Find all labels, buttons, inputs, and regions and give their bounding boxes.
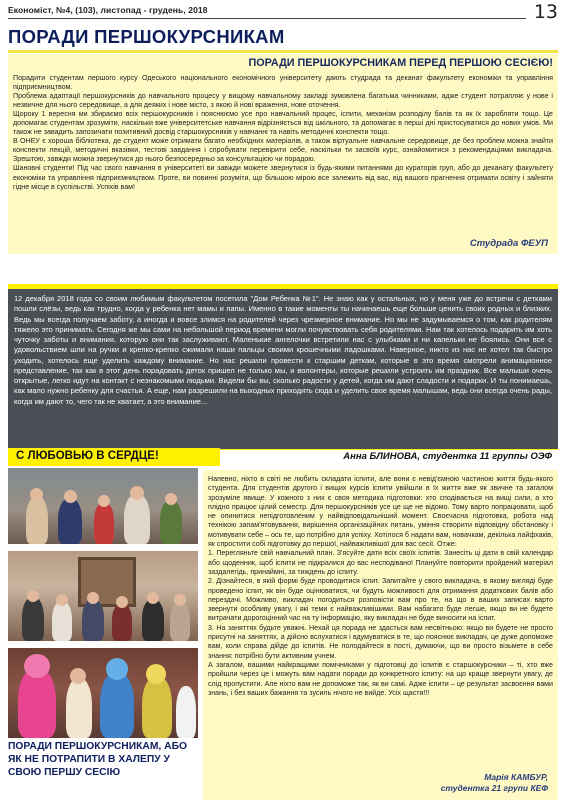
page-header (0, 0, 566, 22)
article-paragraph: Порадити студентам першого курсу Одеського національного економічного університету дають студрада та деканат факультету економіки та управління підприємництвом. (13, 74, 553, 92)
header-rule (8, 18, 526, 19)
article-paragraph: Шановні студенти! Під час свого навчання в університеті ви завжди можете звернутися із будь-якими питаннями до кураторів груп, або до деканату факультету економіки та управління підприємництвом. Проте, ви повинні розуміти, що більшою мірою все залежить від вас, від вашого прагнення отримати освіту і зайняти гідне місце в суспільстві. Успіхів вам! (13, 164, 553, 191)
article-paragraph: 2. Дізнайтеся, в якій формі буде проводитися іспит. Запитайте у свого викладача, в якому вигляді буде проведено іспит, як він буде оцінюватися, чи будуть можливості для отримання додаткових балів або перездачі. Можливо, викладач погодиться розповісти вам про те, на що в ваших записах варто звернути особливу увагу, і які теми є найважливішими. Вам набагато буде легше, якщо ви не будете витрачати дорогоцінний час на ту інформацію, яку викладач не буде виносити на іспит. (208, 577, 553, 623)
signature-name: Марія КАМБУР, (484, 772, 548, 782)
page-number: 13 (533, 1, 558, 23)
article-subtitle: ПОРАДИ ПЕРШОКУРСНИКАМ ПЕРЕД ПЕРШОЮ СЕСІЄЮ! (248, 57, 553, 69)
love-title: С ЛЮБОВЬЮ В СЕРДЦЕ! (16, 450, 159, 462)
title-underline (8, 50, 558, 53)
love-banner (8, 448, 558, 466)
first-session-title: ПОРАДИ ПЕРШОКУРСНИКАМ, АБО ЯК НЕ ПОТРАПИТИ В ХАЛЕПУ У СВОЮ ПЕРШУ СЕСІЮ (8, 741, 187, 778)
signature-group: студентка 21 групи КЕФ (440, 783, 548, 793)
article-exam-tips (8, 54, 558, 254)
photo-children-home (8, 468, 198, 544)
article-paragraph: 3. На заняттях будьте уважні. Нехай ця порада не здасться вам несвітньою: якщо ви будете не просто присутні на заняттях, а дійсно вслухатися і вдумуватися в те, що пояснює викладач, це дуже допоможе вам, коли справа дійде до іспитів. Не полодайтеся в пості, думаючи, що ви просто візьмете в себе знання: потрібно бути активним учнем. (208, 623, 553, 660)
article-orphanage-visit (8, 284, 558, 450)
article-paragraph: А загалом, вашими найкращими помічниками у підготовці до іспитів є старшокурсники – ті, хто вже пройшли через це і можуть вам надати поради до конкретного іспиту: на що краще звернути увагу, де слід пропустити. Але ніхто вам не допоможе так, як ви самі. Адже іспити – це результат засвоєння вами знань, і без ваших бажання та зусиль нічого не вийде. Усіх щастя!!! (208, 660, 553, 697)
publication-info: Економіст, №4, (103), листопад - грудень, 2018 (8, 5, 208, 15)
article-paragraph: В ОНЕУ є хороша бібліотека, де студент може отримати багато необхідних матеріалів, а також віртуальне навчальне середовище, де без проблем можна знайти конспекти лекцій, методичні вказівки, тестові завдання і спробувати перевірити себе, наскільки ти засвоїв курс, ознайомитися з рекомендаціями викладача. Зрештою, завжди можна звернутися до нього безпосередньо за консультацією чи порадою. (13, 137, 553, 164)
article-body (208, 475, 553, 698)
article-signature (441, 772, 548, 794)
article-paragraph: 1. Перегляньте свій навчальний план. З'ясуйте дати всіх своїх іспитів. Занесіть ці дати в свій календар або щоденник, щоб іспити не підкралися до вас несподівано! Плануйте повторити пройдений матеріал заздалегідь, принаймні, за тиждень до іспиту. (208, 549, 553, 576)
article-body (13, 74, 553, 192)
page-title: ПОРАДИ ПЕРШОКУРСНИКАМ (8, 26, 285, 47)
photo-entrance-hall (8, 551, 198, 641)
photo-column (8, 468, 198, 738)
article-paragraph: Напевно, ніхто в світі не любить складати іспити, але вони є невід'ємною частиною життя будь-якого студента. Для студентів другого і вищих курсів іспити увійшли в їх життя вже як звичне та загалом зрозуміле явище. У кожного з них є своя методика підготовки: хто сподівається на вищі сили, а хто плідно працює цілий семестр. Для першокурсників усе це ще не відомо. Тому варто попрацювати, щоб не опинитися непідготовленим у найвідповідальніший момент. Своєчасна підготовка, робота над технікою запам'ятовування, вирішення організаційних питань, уміння створити відповідну обстановку і мотивувати себе – ось те, що потрібно для успіху. Хотілося б надати вам, новачкам, декілька лайфхаків, як спростити собі підготовку до першої, найважливішої для вас сесії. Отже: (208, 475, 553, 549)
photo-performers (8, 648, 198, 738)
article-first-session (203, 470, 558, 800)
article-paragraph: Проблема адаптації першокурсників до навчального процесу у вищому навчальному закладі зумовлена багатьма чинниками, адже студент потрапляє у нове і незвичне для нього середовище, а для деяких і нове місто, з якою й нові враження, нове оточення. (13, 92, 553, 110)
love-author: Анна БЛИНОВА, студентка 11 группы ОЭФ (343, 451, 552, 462)
article-paragraph: Щороку 1 вересня ми збираємо всіх першокурсників і пояснюємо усе про навчальний процес, іспити, механізм розподілу балів та як їх заробляти тощо. Це допомагає студентам зрозуміти, наскільки вже університетське навчання відрізняється від шкільного, та допомагає в перші дні пристосуватися до нових умов. Ми також не завадить запозичати позитивний досвід старшокурсників у навчанні та навіть методичні конспекти тощо. (13, 110, 553, 137)
love-title-box (8, 448, 220, 466)
article-signature: Студрада ФЕУП (469, 238, 548, 249)
article-body: 12 декабря 2018 года со своим любимым факультетом посетила "Дом Ребенка №1". Не знаю как у остальных, но у меня уже до встречи с детками пошли слёзы, ведь как трудно, когда у ребенка нет мамы и папы. Именно в такие моменты ты начинаешь еще больше ценить своих родных и близких. Ведь мы всегда получаем заботу, а иногда и вовсе злимся на родителей через чрезмерное внимание. Но мы не задумываемся о том, как родителям тяжело это принимать. Сегодня же мы сами на небольшой период времени могли почувствовать себя родителями. Нам так хотелось подарить им хоть чуточку заботы и внимания, которую они так заслуживают. Маленькие ангелочки встретили нас с улыбками и ни капельки не боялись. Они все с удовольствием шли на ручки и крепко-крепко сжимали наши пальцы своими крошечными ладошками. Наверное, никто из нас не хотел так быстро уходить, хотелось еще уделить каждому внимание. Но нас решили провести к старшим деткам, которые в это время смотрели анимационное представление, так как в этот день порадовать деток пришел не только мы, и волонтеры, которые решили устроить им праздник. Все малыши очень открытые, легко идут на контакт с незнакомыми людьми. Видели бы вы, сколько радости у детей, когда им дают сладости и подарки. И ты понимаешь, как мало нужно ребенку для счастья. А еще, нам разрешили на выходных приходить сюда и уделить свое время малышам, ведь они всегда очень рады, когда им дают то, чего так не хватает, а это внимание... (14, 294, 552, 406)
